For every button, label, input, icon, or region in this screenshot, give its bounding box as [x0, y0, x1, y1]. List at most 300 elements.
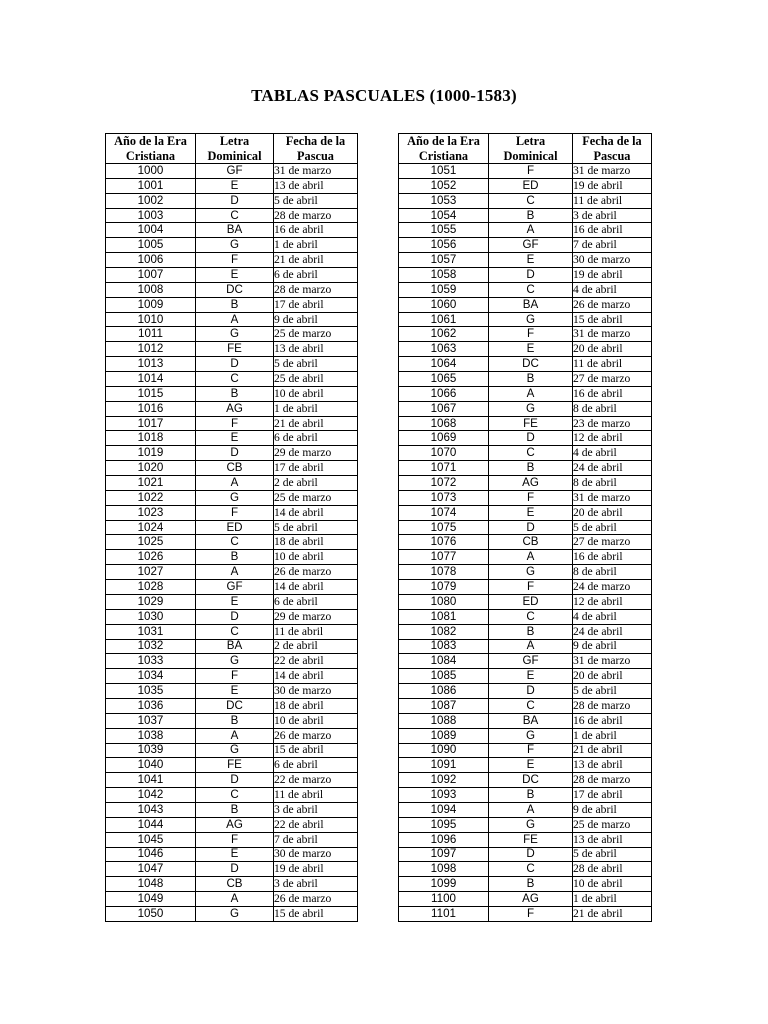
left-year-cell: 1035: [106, 684, 196, 699]
right-year-cell: 1067: [399, 401, 489, 416]
left-year-cell: 1026: [106, 550, 196, 565]
right-year-cell: 1066: [399, 386, 489, 401]
left-date-cell: 26 de marzo: [274, 892, 358, 907]
right-letter-cell: CB: [489, 535, 573, 550]
left-date-cell: 13 de abril: [274, 342, 358, 357]
right-date-cell: 31 de marzo: [573, 327, 652, 342]
left-date-cell: 10 de abril: [274, 550, 358, 565]
right-letter-cell: C: [489, 282, 573, 297]
table-row: [106, 847, 652, 862]
header-year-right: Año de la Era Cristiana: [399, 134, 489, 164]
right-year-cell: 1089: [399, 728, 489, 743]
left-letter-cell: DC: [196, 698, 274, 713]
left-year-cell: 1048: [106, 877, 196, 892]
left-year-cell: 1032: [106, 639, 196, 654]
right-letter-cell: B: [489, 461, 573, 476]
right-year-cell: 1085: [399, 669, 489, 684]
right-year-cell: 1054: [399, 208, 489, 223]
left-letter-cell: FE: [196, 342, 274, 357]
right-letter-cell: G: [489, 565, 573, 580]
left-year-cell: 1024: [106, 520, 196, 535]
table-row: [106, 877, 652, 892]
left-date-cell: 11 de abril: [274, 788, 358, 803]
left-date-cell: 22 de abril: [274, 817, 358, 832]
column-gap: [358, 312, 399, 327]
right-letter-cell: B: [489, 624, 573, 639]
left-letter-cell: F: [196, 416, 274, 431]
table-row: [106, 788, 652, 803]
right-date-cell: 31 de marzo: [573, 490, 652, 505]
left-letter-cell: E: [196, 268, 274, 283]
column-gap: [358, 802, 399, 817]
right-year-cell: 1077: [399, 550, 489, 565]
right-year-cell: 1088: [399, 713, 489, 728]
left-date-cell: 25 de marzo: [274, 490, 358, 505]
page-title: TABLAS PASCUALES (1000-1583): [251, 86, 517, 105]
left-year-cell: 1044: [106, 817, 196, 832]
left-year-cell: 1034: [106, 669, 196, 684]
right-letter-cell: A: [489, 223, 573, 238]
right-letter-cell: E: [489, 342, 573, 357]
right-letter-cell: G: [489, 401, 573, 416]
left-letter-cell: G: [196, 654, 274, 669]
left-letter-cell: E: [196, 594, 274, 609]
right-date-cell: 27 de marzo: [573, 535, 652, 550]
right-year-cell: 1091: [399, 758, 489, 773]
left-letter-cell: E: [196, 684, 274, 699]
left-letter-cell: A: [196, 312, 274, 327]
column-gap: [358, 892, 399, 907]
left-date-cell: 15 de abril: [274, 906, 358, 921]
left-date-cell: 17 de abril: [274, 461, 358, 476]
column-gap: [358, 639, 399, 654]
left-letter-cell: A: [196, 565, 274, 580]
left-date-cell: 18 de abril: [274, 698, 358, 713]
left-letter-cell: C: [196, 788, 274, 803]
table-row: [106, 461, 652, 476]
left-year-cell: 1049: [106, 892, 196, 907]
right-date-cell: 20 de abril: [573, 669, 652, 684]
left-date-cell: 17 de abril: [274, 297, 358, 312]
column-gap: [358, 357, 399, 372]
left-letter-cell: DC: [196, 282, 274, 297]
right-year-cell: 1096: [399, 832, 489, 847]
right-letter-cell: D: [489, 684, 573, 699]
left-letter-cell: C: [196, 372, 274, 387]
column-gap: [358, 654, 399, 669]
right-date-cell: 21 de abril: [573, 743, 652, 758]
right-year-cell: 1090: [399, 743, 489, 758]
right-letter-cell: G: [489, 817, 573, 832]
right-year-cell: 1073: [399, 490, 489, 505]
right-date-cell: 5 de abril: [573, 847, 652, 862]
left-year-cell: 1001: [106, 178, 196, 193]
left-date-cell: 10 de abril: [274, 386, 358, 401]
left-letter-cell: C: [196, 208, 274, 223]
left-date-cell: 13 de abril: [274, 178, 358, 193]
column-gap: [358, 609, 399, 624]
left-date-cell: 7 de abril: [274, 832, 358, 847]
right-date-cell: 9 de abril: [573, 802, 652, 817]
left-letter-cell: D: [196, 609, 274, 624]
left-year-cell: 1031: [106, 624, 196, 639]
left-year-cell: 1000: [106, 164, 196, 179]
right-letter-cell: F: [489, 490, 573, 505]
left-letter-cell: ED: [196, 520, 274, 535]
left-letter-cell: G: [196, 327, 274, 342]
table-row: [106, 431, 652, 446]
right-date-cell: 23 de marzo: [573, 416, 652, 431]
right-letter-cell: F: [489, 743, 573, 758]
left-letter-cell: B: [196, 550, 274, 565]
right-letter-cell: C: [489, 698, 573, 713]
right-date-cell: 4 de abril: [573, 446, 652, 461]
table-row: [106, 802, 652, 817]
right-year-cell: 1059: [399, 282, 489, 297]
column-gap: [358, 297, 399, 312]
table-row: [106, 565, 652, 580]
right-year-cell: 1060: [399, 297, 489, 312]
left-year-cell: 1050: [106, 906, 196, 921]
left-year-cell: 1003: [106, 208, 196, 223]
left-year-cell: 1006: [106, 253, 196, 268]
column-gap: [358, 268, 399, 283]
table-row: [106, 698, 652, 713]
table-row: [106, 357, 652, 372]
table-row: [106, 446, 652, 461]
right-date-cell: 17 de abril: [573, 788, 652, 803]
left-letter-cell: BA: [196, 639, 274, 654]
table-row: [106, 282, 652, 297]
easter-table: [105, 133, 652, 922]
left-date-cell: 6 de abril: [274, 431, 358, 446]
right-letter-cell: DC: [489, 773, 573, 788]
right-year-cell: 1094: [399, 802, 489, 817]
column-gap: [358, 580, 399, 595]
right-letter-cell: BA: [489, 297, 573, 312]
left-year-cell: 1010: [106, 312, 196, 327]
table-row: [106, 238, 652, 253]
right-letter-cell: F: [489, 906, 573, 921]
right-date-cell: 24 de abril: [573, 624, 652, 639]
column-gap: [358, 684, 399, 699]
left-year-cell: 1037: [106, 713, 196, 728]
right-year-cell: 1100: [399, 892, 489, 907]
right-year-cell: 1087: [399, 698, 489, 713]
right-date-cell: 5 de abril: [573, 520, 652, 535]
right-year-cell: 1093: [399, 788, 489, 803]
right-date-cell: 1 de abril: [573, 892, 652, 907]
column-gap: [358, 476, 399, 491]
right-date-cell: 8 de abril: [573, 565, 652, 580]
right-year-cell: 1056: [399, 238, 489, 253]
right-year-cell: 1079: [399, 580, 489, 595]
column-gap: [358, 847, 399, 862]
column-gap: [358, 208, 399, 223]
column-gap: [358, 461, 399, 476]
left-letter-cell: A: [196, 892, 274, 907]
column-gap: [358, 134, 399, 164]
left-date-cell: 26 de marzo: [274, 728, 358, 743]
right-date-cell: 20 de abril: [573, 505, 652, 520]
column-gap: [358, 416, 399, 431]
left-letter-cell: D: [196, 862, 274, 877]
left-letter-cell: D: [196, 773, 274, 788]
right-year-cell: 1064: [399, 357, 489, 372]
left-year-cell: 1023: [106, 505, 196, 520]
right-year-cell: 1082: [399, 624, 489, 639]
left-date-cell: 31 de marzo: [274, 164, 358, 179]
left-date-cell: 16 de abril: [274, 223, 358, 238]
left-letter-cell: BA: [196, 223, 274, 238]
left-year-cell: 1009: [106, 297, 196, 312]
right-letter-cell: E: [489, 669, 573, 684]
right-letter-cell: DC: [489, 357, 573, 372]
right-year-cell: 1086: [399, 684, 489, 699]
left-letter-cell: CB: [196, 877, 274, 892]
left-year-cell: 1043: [106, 802, 196, 817]
left-year-cell: 1027: [106, 565, 196, 580]
column-gap: [358, 698, 399, 713]
right-letter-cell: D: [489, 431, 573, 446]
left-date-cell: 21 de abril: [274, 253, 358, 268]
column-gap: [358, 253, 399, 268]
right-letter-cell: C: [489, 193, 573, 208]
left-year-cell: 1021: [106, 476, 196, 491]
table-row: [106, 208, 652, 223]
column-gap: [358, 565, 399, 580]
right-date-cell: 25 de marzo: [573, 817, 652, 832]
column-gap: [358, 550, 399, 565]
right-year-cell: 1095: [399, 817, 489, 832]
column-gap: [358, 743, 399, 758]
table-row: [106, 178, 652, 193]
table-row: [106, 164, 652, 179]
right-letter-cell: A: [489, 639, 573, 654]
right-date-cell: 27 de marzo: [573, 372, 652, 387]
table-header-row: [106, 134, 652, 164]
right-date-cell: 19 de abril: [573, 268, 652, 283]
right-letter-cell: F: [489, 580, 573, 595]
right-date-cell: 28 de marzo: [573, 773, 652, 788]
right-letter-cell: C: [489, 609, 573, 624]
column-gap: [358, 401, 399, 416]
right-date-cell: 10 de abril: [573, 877, 652, 892]
left-year-cell: 1041: [106, 773, 196, 788]
left-letter-cell: AG: [196, 401, 274, 416]
right-year-cell: 1055: [399, 223, 489, 238]
right-date-cell: 21 de abril: [573, 906, 652, 921]
left-letter-cell: C: [196, 624, 274, 639]
column-gap: [358, 327, 399, 342]
left-year-cell: 1007: [106, 268, 196, 283]
table-row: [106, 253, 652, 268]
left-letter-cell: E: [196, 847, 274, 862]
left-year-cell: 1014: [106, 372, 196, 387]
table-row: [106, 490, 652, 505]
table-row: [106, 654, 652, 669]
right-year-cell: 1071: [399, 461, 489, 476]
table-row: [106, 550, 652, 565]
right-year-cell: 1076: [399, 535, 489, 550]
left-letter-cell: G: [196, 743, 274, 758]
right-year-cell: 1072: [399, 476, 489, 491]
column-gap: [358, 164, 399, 179]
left-letter-cell: F: [196, 832, 274, 847]
header-date-right: Fecha de la Pascua: [573, 134, 652, 164]
column-gap: [358, 877, 399, 892]
table-row: [106, 401, 652, 416]
column-gap: [358, 178, 399, 193]
left-letter-cell: D: [196, 357, 274, 372]
left-date-cell: 6 de abril: [274, 268, 358, 283]
left-date-cell: 30 de marzo: [274, 684, 358, 699]
right-letter-cell: B: [489, 788, 573, 803]
right-letter-cell: A: [489, 802, 573, 817]
right-date-cell: 31 de marzo: [573, 164, 652, 179]
column-gap: [358, 773, 399, 788]
right-letter-cell: C: [489, 862, 573, 877]
left-year-cell: 1004: [106, 223, 196, 238]
right-letter-cell: B: [489, 208, 573, 223]
right-year-cell: 1078: [399, 565, 489, 580]
left-letter-cell: B: [196, 386, 274, 401]
table-row: [106, 594, 652, 609]
right-letter-cell: D: [489, 268, 573, 283]
right-date-cell: 12 de abril: [573, 594, 652, 609]
left-year-cell: 1038: [106, 728, 196, 743]
right-letter-cell: G: [489, 728, 573, 743]
right-letter-cell: BA: [489, 713, 573, 728]
right-letter-cell: B: [489, 877, 573, 892]
right-letter-cell: AG: [489, 892, 573, 907]
table-row: [106, 476, 652, 491]
left-letter-cell: D: [196, 193, 274, 208]
table-row: [106, 342, 652, 357]
left-letter-cell: D: [196, 446, 274, 461]
right-letter-cell: FE: [489, 416, 573, 431]
table-row: [106, 728, 652, 743]
left-letter-cell: FE: [196, 758, 274, 773]
left-letter-cell: G: [196, 490, 274, 505]
left-year-cell: 1020: [106, 461, 196, 476]
column-gap: [358, 431, 399, 446]
left-date-cell: 5 de abril: [274, 357, 358, 372]
right-year-cell: 1097: [399, 847, 489, 862]
right-date-cell: 31 de marzo: [573, 654, 652, 669]
column-gap: [358, 446, 399, 461]
table-row: [106, 535, 652, 550]
right-letter-cell: E: [489, 758, 573, 773]
left-year-cell: 1045: [106, 832, 196, 847]
left-year-cell: 1002: [106, 193, 196, 208]
right-year-cell: 1062: [399, 327, 489, 342]
right-date-cell: 26 de marzo: [573, 297, 652, 312]
right-date-cell: 19 de abril: [573, 178, 652, 193]
column-gap: [358, 832, 399, 847]
left-year-cell: 1046: [106, 847, 196, 862]
left-date-cell: 29 de marzo: [274, 609, 358, 624]
right-year-cell: 1053: [399, 193, 489, 208]
left-year-cell: 1011: [106, 327, 196, 342]
right-letter-cell: G: [489, 312, 573, 327]
left-date-cell: 6 de abril: [274, 758, 358, 773]
left-letter-cell: CB: [196, 461, 274, 476]
table-row: [106, 669, 652, 684]
column-gap: [358, 594, 399, 609]
right-letter-cell: E: [489, 253, 573, 268]
left-date-cell: 25 de abril: [274, 372, 358, 387]
table-row: [106, 832, 652, 847]
left-year-cell: 1036: [106, 698, 196, 713]
right-year-cell: 1099: [399, 877, 489, 892]
table-row: [106, 862, 652, 877]
left-year-cell: 1028: [106, 580, 196, 595]
right-letter-cell: C: [489, 446, 573, 461]
right-letter-cell: F: [489, 164, 573, 179]
right-date-cell: 4 de abril: [573, 609, 652, 624]
left-date-cell: 14 de abril: [274, 505, 358, 520]
table-row: [106, 817, 652, 832]
left-date-cell: 28 de marzo: [274, 208, 358, 223]
right-year-cell: 1065: [399, 372, 489, 387]
right-date-cell: 9 de abril: [573, 639, 652, 654]
right-date-cell: 12 de abril: [573, 431, 652, 446]
table-row: [106, 505, 652, 520]
right-date-cell: 20 de abril: [573, 342, 652, 357]
right-year-cell: 1069: [399, 431, 489, 446]
right-year-cell: 1083: [399, 639, 489, 654]
right-year-cell: 1075: [399, 520, 489, 535]
table-row: [106, 193, 652, 208]
right-year-cell: 1051: [399, 164, 489, 179]
left-year-cell: 1016: [106, 401, 196, 416]
right-year-cell: 1063: [399, 342, 489, 357]
left-year-cell: 1019: [106, 446, 196, 461]
left-date-cell: 15 de abril: [274, 743, 358, 758]
right-date-cell: 15 de abril: [573, 312, 652, 327]
right-letter-cell: F: [489, 327, 573, 342]
right-letter-cell: AG: [489, 476, 573, 491]
table-row: [106, 639, 652, 654]
right-letter-cell: GF: [489, 654, 573, 669]
left-letter-cell: B: [196, 802, 274, 817]
right-date-cell: 28 de marzo: [573, 698, 652, 713]
left-date-cell: 18 de abril: [274, 535, 358, 550]
left-letter-cell: B: [196, 713, 274, 728]
column-gap: [358, 713, 399, 728]
right-letter-cell: FE: [489, 832, 573, 847]
left-year-cell: 1015: [106, 386, 196, 401]
right-year-cell: 1070: [399, 446, 489, 461]
left-year-cell: 1022: [106, 490, 196, 505]
right-year-cell: 1061: [399, 312, 489, 327]
right-date-cell: 11 de abril: [573, 357, 652, 372]
left-date-cell: 10 de abril: [274, 713, 358, 728]
table-row: [106, 892, 652, 907]
table-row: [106, 372, 652, 387]
left-date-cell: 26 de marzo: [274, 565, 358, 580]
left-letter-cell: F: [196, 253, 274, 268]
left-year-cell: 1042: [106, 788, 196, 803]
right-letter-cell: D: [489, 520, 573, 535]
left-date-cell: 14 de abril: [274, 580, 358, 595]
right-year-cell: 1052: [399, 178, 489, 193]
right-year-cell: 1081: [399, 609, 489, 624]
table-row: [106, 713, 652, 728]
left-date-cell: 21 de abril: [274, 416, 358, 431]
right-date-cell: 1 de abril: [573, 728, 652, 743]
